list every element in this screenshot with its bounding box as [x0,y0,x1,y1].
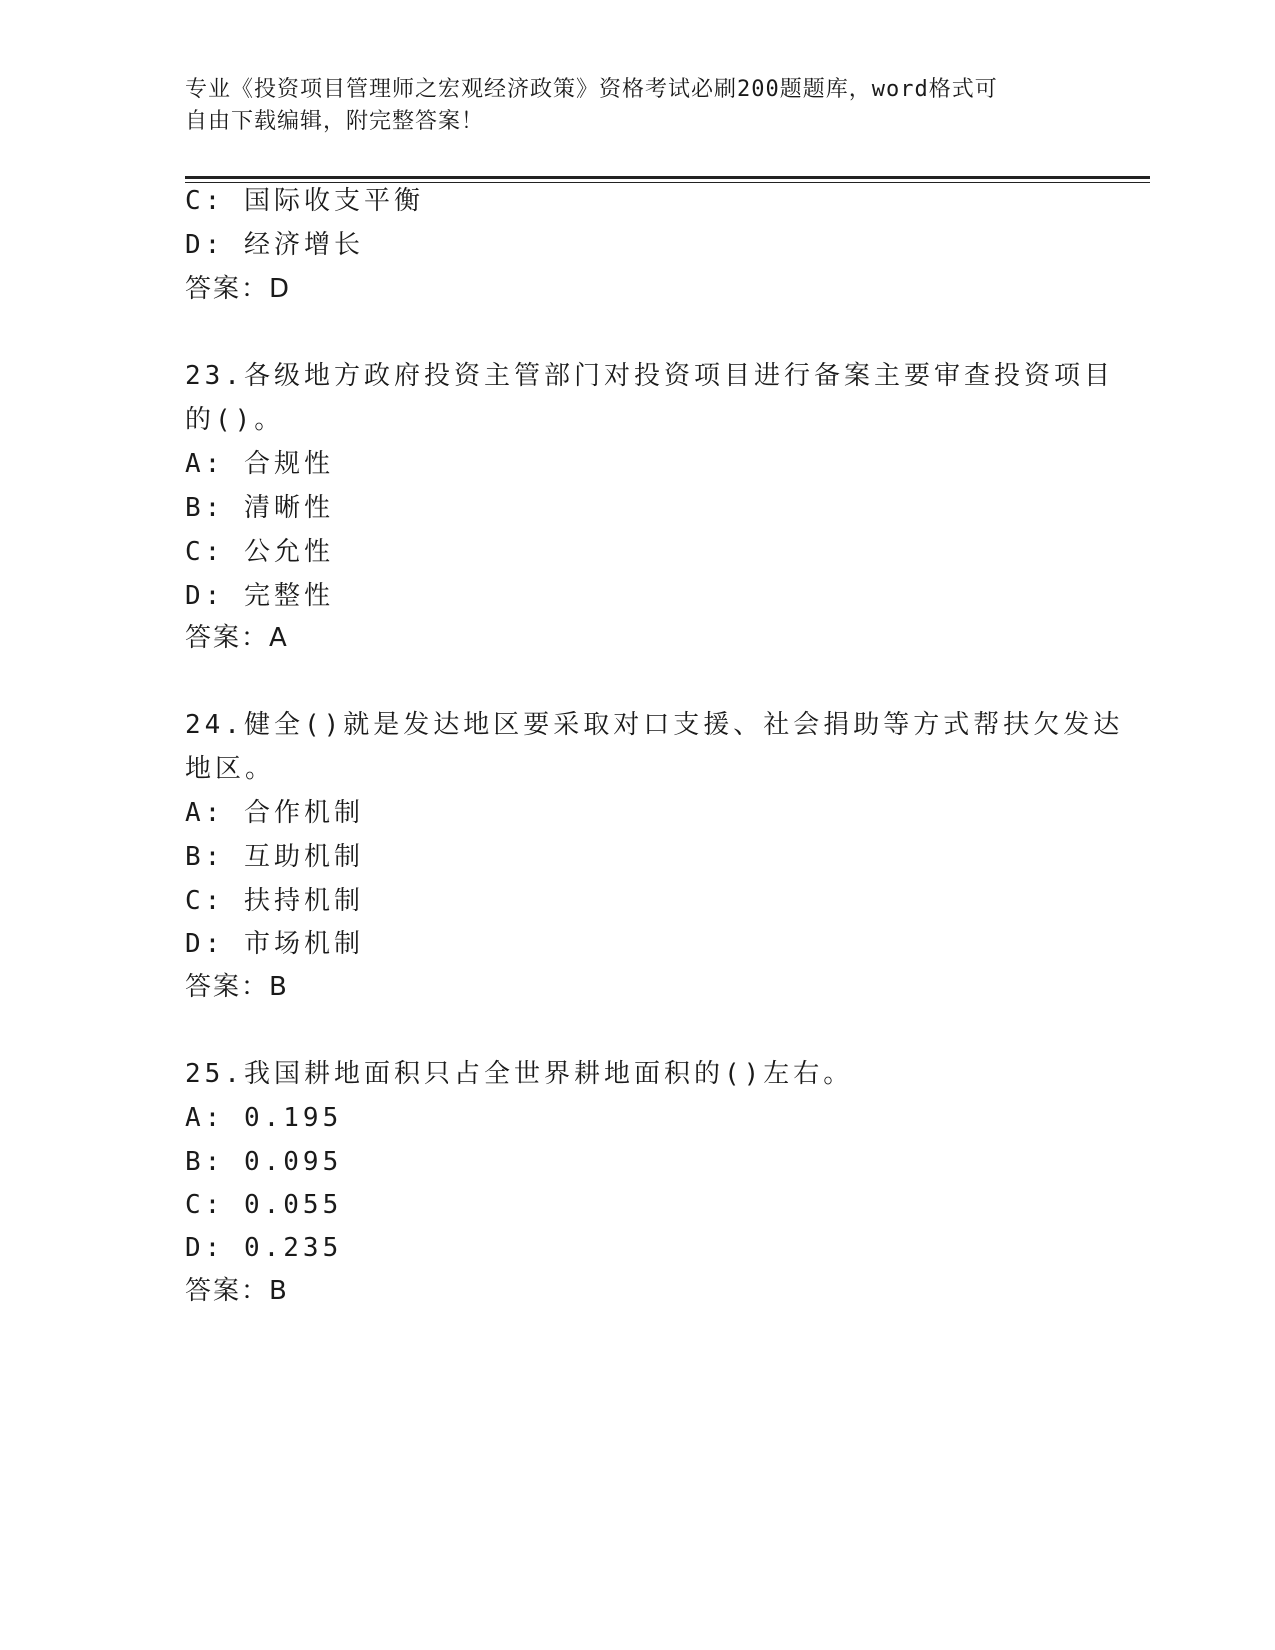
header-divider-thick [185,176,1150,179]
q22-option-c: C: 国际收支平衡 [185,186,424,216]
header-title-line-2: 自由下载编辑，附完整答案！ [185,109,485,134]
q25-answer: 答案：B [185,1276,289,1306]
q24-option-a: A: 合作机制 [185,798,364,828]
q23-answer: 答案：A [185,623,289,653]
header-title-line-1: 专业《投资项目管理师之宏观经济政策》资格考试必刷200题题库，word格式可 [185,77,998,102]
q24-stem-line-2: 地区。 [185,754,276,784]
q23-option-a: A: 合规性 [185,449,334,479]
q24-option-d: D: 市场机制 [185,929,364,959]
page-header [185,74,1065,138]
q24-stem-line-1: 24.健全()就是发达地区要采取对口支援、社会捐助等方式帮扶欠发达 [185,710,1124,740]
q23-stem-line-2: 的()。 [185,405,285,435]
q24-option-b: B: 互助机制 [185,842,364,872]
q22-answer: 答案：D [185,274,292,304]
q25-option-b: B: 0.095 [185,1147,343,1177]
q22-option-d: D: 经济增长 [185,230,364,260]
q25-option-c: C: 0.055 [185,1190,343,1220]
q25-option-d: D: 0.235 [185,1233,343,1263]
q23-option-c: C: 公允性 [185,537,334,567]
q25-option-a: A: 0.195 [185,1103,343,1133]
q24-option-c: C: 扶持机制 [185,886,364,916]
q23-option-d: D: 完整性 [185,581,334,611]
q25-stem-line-1: 25.我国耕地面积只占全世界耕地面积的()左右。 [185,1059,854,1089]
q24-answer: 答案：B [185,972,289,1002]
q23-option-b: B: 清晰性 [185,493,334,523]
q23-stem-line-1: 23.各级地方政府投资主管部门对投资项目进行备案主要审查投资项目 [185,361,1114,391]
